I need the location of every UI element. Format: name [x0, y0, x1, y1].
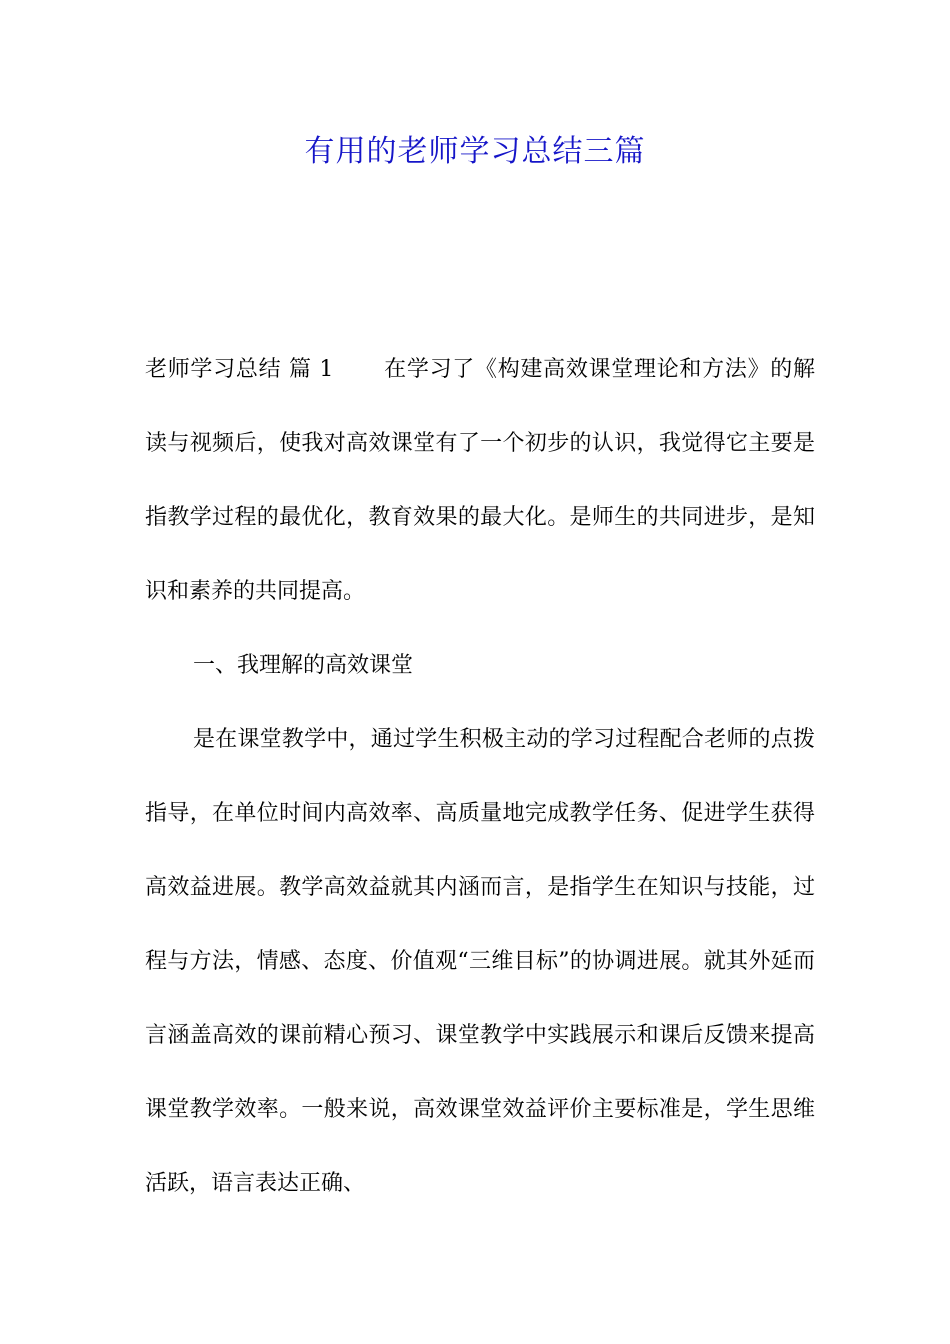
- document-body: [145, 333, 815, 1221]
- section-label: 老师学习总结 篇 1: [145, 357, 334, 382]
- paragraph-intro: [145, 333, 815, 629]
- paragraph-definition: 是在课堂教学中，通过学生积极主动的学习过程配合老师的点拨指导，在单位时间内高效率、高质量地完成教学任务、促进学生获得高效益进展。教学高效益就其内涵而言，是指学生在知识与技能，过程与方法，情感、态度、价值观“三维目标”的协调进展。就其外延而言涵盖高效的课前精心预习、课堂教学中实践展示和课后反馈来提高课堂教学效率。一般来说，高效课堂效益评价主要标准是，学生思维活跃，语言表达正确、: [145, 727, 815, 1196]
- heading-understanding: 一、我理解的高效课堂: [193, 653, 414, 678]
- paragraph-text: 在学习了《构建高效课堂理论和方法》的解读与视频后，使我对高效课堂有了一个初步的认识，我觉得它主要是指教学过程的最优化，教育效果的最大化。是师生的共同进步，是知识和素养的共同提高。: [145, 357, 815, 604]
- document-title: 有用的老师学习总结三篇: [304, 134, 646, 169]
